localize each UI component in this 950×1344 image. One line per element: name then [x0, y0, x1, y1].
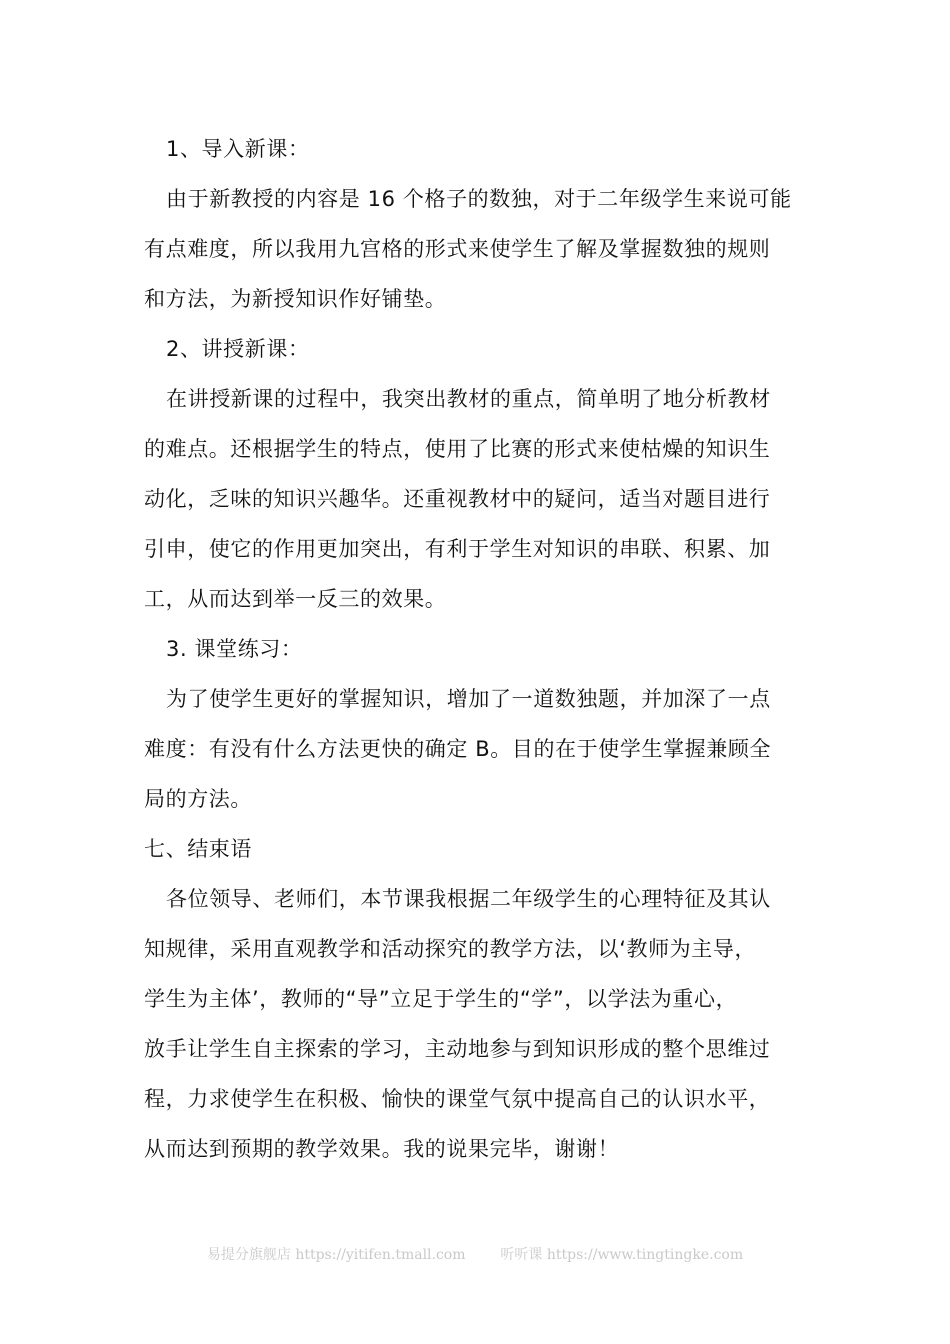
- paragraph-line: 放手让学生自主探索的学习，主动地参与到知识形成的整个思维过: [144, 1037, 771, 1061]
- section-heading-3: 3. 课堂练习：: [166, 637, 303, 661]
- paragraph-line: 各位领导、老师们，本节课我根据二年级学生的心理特征及其认: [166, 887, 771, 911]
- section-heading-1: 1、导入新课：: [166, 137, 310, 161]
- paragraph-line: 动化，乏味的知识兴趣华。还重视教材中的疑问，适当对题目进行: [144, 487, 771, 511]
- paragraph-line: 有点难度，所以我用九宫格的形式来使学生了解及掌握数独的规则: [144, 237, 771, 261]
- footer-site-url[interactable]: https://www.tingtingke.com: [546, 1247, 744, 1263]
- section-heading-2: 2、讲授新课：: [166, 337, 310, 361]
- paragraph-line: 的难点。还根据学生的特点，使用了比赛的形式来使枯燥的知识生: [144, 437, 771, 461]
- watermark-footer: [0, 1244, 950, 1264]
- paragraph-line: 程，力求使学生在积极、愉快的课堂气氛中提高自己的认识水平，: [144, 1087, 771, 1111]
- footer-store-name: 易提分旗舰店: [206, 1247, 291, 1263]
- paragraph-line: 引申，使它的作用更加突出，有利于学生对知识的串联、积累、加: [144, 537, 771, 561]
- paragraph-line: 学生为主体’，教师的“导”立足于学生的“学”，以学法为重心，: [144, 987, 738, 1011]
- paragraph-line: 工，从而达到举一反三的效果。: [144, 587, 447, 611]
- paragraph-line: 知规律，采用直观教学和活动探究的教学方法，以‘教师为主导，: [144, 937, 757, 961]
- footer-store-url[interactable]: https://yitifen.tmall.com: [295, 1247, 466, 1263]
- paragraph-line: 为了使学生更好的掌握知识，增加了一道数独题，并加深了一点: [166, 687, 771, 711]
- paragraph-line: 从而达到预期的教学效果。我的说果完毕，谢谢！: [144, 1137, 620, 1161]
- paragraph-line: 和方法，为新授知识作好铺垫。: [144, 287, 447, 311]
- paragraph-line: 在讲授新课的过程中，我突出教材的重点，简单明了地分析教材: [166, 387, 771, 411]
- paragraph-line: 由于新教授的内容是 16 个格子的数独，对于二年级学生来说可能: [166, 187, 792, 211]
- paragraph-line: 局的方法。: [144, 787, 252, 811]
- footer-site-name: 听听课: [500, 1247, 543, 1263]
- section-heading-7: 七、结束语: [144, 837, 252, 861]
- paragraph-line: 难度：有没有什么方法更快的确定 B。目的在于使学生掌握兼顾全: [144, 737, 772, 761]
